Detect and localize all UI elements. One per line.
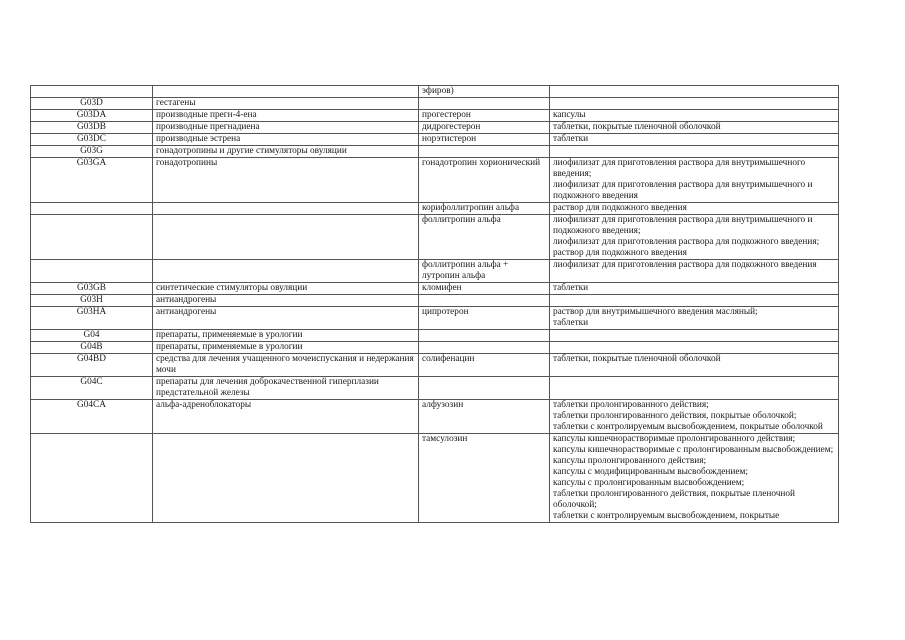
dosage-form-line: капсулы кишечнорастворимые пролонгированного действия; bbox=[553, 434, 796, 444]
dosage-form-cell bbox=[550, 146, 839, 158]
atc-code-cell bbox=[31, 434, 153, 523]
drug-name-cell: солифенацин bbox=[419, 354, 550, 377]
dosage-form-line: таблетки bbox=[553, 283, 589, 293]
dosage-form-line: капсулы пролонгированного действия; bbox=[553, 456, 707, 466]
atc-code-cell: G04 bbox=[31, 330, 153, 342]
atc-group-cell: производные эстрена bbox=[153, 134, 419, 146]
atc-code-cell bbox=[31, 260, 153, 283]
atc-code-cell: G03HA bbox=[31, 307, 153, 330]
dosage-form-line: таблетки с контролируемым высвобождением, покрытые оболочкой bbox=[553, 422, 823, 432]
table-body bbox=[31, 86, 839, 523]
atc-code-cell bbox=[31, 215, 153, 260]
dosage-form-line: лиофилизат для приготовления раствора для внутримышечного и подкожного введения bbox=[553, 180, 813, 201]
table-row bbox=[31, 98, 839, 110]
table-row bbox=[31, 295, 839, 307]
atc-group-cell bbox=[153, 434, 419, 523]
atc-group-cell bbox=[153, 215, 419, 260]
atc-code-cell: G03GA bbox=[31, 158, 153, 203]
dosage-form-cell bbox=[550, 158, 839, 203]
dosage-form-line: таблетки с контролируемым высвобождением, покрытые bbox=[553, 511, 780, 521]
dosage-form-cell bbox=[550, 122, 839, 134]
drug-name-cell bbox=[419, 98, 550, 110]
atc-code-cell: G04B bbox=[31, 342, 153, 354]
atc-group-cell bbox=[153, 86, 419, 98]
table-row bbox=[31, 260, 839, 283]
atc-code-cell bbox=[31, 203, 153, 215]
atc-code-cell: G03DA bbox=[31, 110, 153, 122]
drug-name-cell: норэтистерон bbox=[419, 134, 550, 146]
atc-code-cell: G03GB bbox=[31, 283, 153, 295]
atc-code-cell: G04C bbox=[31, 377, 153, 400]
dosage-form-cell bbox=[550, 377, 839, 400]
atc-group-cell: антиандрогены bbox=[153, 307, 419, 330]
atc-group-cell bbox=[153, 260, 419, 283]
table-row bbox=[31, 330, 839, 342]
table-row bbox=[31, 307, 839, 330]
atc-code-cell: G03H bbox=[31, 295, 153, 307]
table-row bbox=[31, 122, 839, 134]
drug-name-cell: корифоллитропин альфа bbox=[419, 203, 550, 215]
dosage-form-line: таблетки bbox=[553, 318, 589, 328]
table-row bbox=[31, 400, 839, 434]
dosage-form-line: таблетки пролонгированного действия; bbox=[553, 400, 709, 410]
dosage-form-line: лиофилизат для приготовления раствора для подкожного введения; bbox=[553, 237, 820, 247]
drug-name-cell: гонадотропин хорионический bbox=[419, 158, 550, 203]
dosage-form-line: лиофилизат для приготовления раствора для внутримышечного введения; bbox=[553, 158, 806, 179]
drug-name-cell bbox=[419, 330, 550, 342]
drug-name-cell: дидрогестерон bbox=[419, 122, 550, 134]
dosage-form-line: раствор для подкожного введения bbox=[553, 203, 687, 213]
atc-group-cell: производные прегн-4-ена bbox=[153, 110, 419, 122]
dosage-form-line: таблетки bbox=[553, 134, 589, 144]
atc-group-cell: альфа-адреноблокаторы bbox=[153, 400, 419, 434]
table-row bbox=[31, 134, 839, 146]
drug-classification-table bbox=[30, 85, 839, 523]
atc-group-cell: гонадотропины bbox=[153, 158, 419, 203]
atc-group-cell: препараты, применяемые в урологии bbox=[153, 330, 419, 342]
drug-name-cell: прогестерон bbox=[419, 110, 550, 122]
dosage-form-cell bbox=[550, 400, 839, 434]
dosage-form-cell bbox=[550, 260, 839, 283]
atc-group-cell bbox=[153, 203, 419, 215]
dosage-form-cell bbox=[550, 330, 839, 342]
dosage-form-line: таблетки пролонгированного действия, покрытые пленочной оболочкой; bbox=[553, 489, 795, 510]
dosage-form-cell bbox=[550, 215, 839, 260]
atc-code-cell: G04BD bbox=[31, 354, 153, 377]
drug-name-cell bbox=[419, 342, 550, 354]
atc-group-cell: препараты, применяемые в урологии bbox=[153, 342, 419, 354]
atc-group-cell: гонадотропины и другие стимуляторы овуляции bbox=[153, 146, 419, 158]
drug-name-cell: кломифен bbox=[419, 283, 550, 295]
atc-code-cell bbox=[31, 86, 153, 98]
drug-name-cell: фоллитропин альфа + лутропин альфа bbox=[419, 260, 550, 283]
atc-code-cell: G04CA bbox=[31, 400, 153, 434]
table-row bbox=[31, 146, 839, 158]
drug-name-cell: ципротерон bbox=[419, 307, 550, 330]
table-row bbox=[31, 354, 839, 377]
dosage-form-cell bbox=[550, 434, 839, 523]
dosage-form-cell bbox=[550, 295, 839, 307]
atc-code-cell: G03DB bbox=[31, 122, 153, 134]
drug-name-cell bbox=[419, 295, 550, 307]
drug-name-cell: фоллитропин альфа bbox=[419, 215, 550, 260]
dosage-form-line: таблетки, покрытые пленочной оболочкой bbox=[553, 354, 721, 364]
drug-name-cell: алфузозин bbox=[419, 400, 550, 434]
atc-group-cell: препараты для лечения доброкачественной гиперплазии предстательной железы bbox=[153, 377, 419, 400]
atc-code-cell: G03DC bbox=[31, 134, 153, 146]
atc-group-cell: синтетические стимуляторы овуляции bbox=[153, 283, 419, 295]
atc-group-cell: производные прегнадиена bbox=[153, 122, 419, 134]
dosage-form-line: таблетки пролонгированного действия, покрытые оболочкой; bbox=[553, 411, 797, 421]
dosage-form-cell bbox=[550, 283, 839, 295]
dosage-form-cell bbox=[550, 307, 839, 330]
dosage-form-line: капсулы с модифицированным высвобождением; bbox=[553, 467, 748, 477]
table-row bbox=[31, 86, 839, 98]
atc-code-cell: G03G bbox=[31, 146, 153, 158]
atc-group-cell: средства для лечения учащенного мочеиспускания и недержания мочи bbox=[153, 354, 419, 377]
dosage-form-cell bbox=[550, 110, 839, 122]
dosage-form-cell bbox=[550, 86, 839, 98]
table-row bbox=[31, 215, 839, 260]
table-row bbox=[31, 434, 839, 523]
dosage-form-cell bbox=[550, 342, 839, 354]
drug-name-cell: тамсулозин bbox=[419, 434, 550, 523]
dosage-form-line: раствор для внутримышечного введения масляный; bbox=[553, 307, 758, 317]
table-row bbox=[31, 342, 839, 354]
table-row bbox=[31, 377, 839, 400]
atc-group-cell: антиандрогены bbox=[153, 295, 419, 307]
table-row bbox=[31, 110, 839, 122]
table-row bbox=[31, 158, 839, 203]
dosage-form-cell bbox=[550, 203, 839, 215]
atc-code-cell: G03D bbox=[31, 98, 153, 110]
dosage-form-cell bbox=[550, 98, 839, 110]
drug-name-cell: эфиров) bbox=[419, 86, 550, 98]
dosage-form-cell bbox=[550, 354, 839, 377]
dosage-form-line: капсулы bbox=[553, 110, 586, 120]
dosage-form-line: раствор для подкожного введения bbox=[553, 248, 687, 258]
dosage-form-line: капсулы с пролонгированным высвобождением; bbox=[553, 478, 745, 488]
dosage-form-line: лиофилизат для приготовления раствора для внутримышечного и подкожного введения; bbox=[553, 215, 813, 236]
drug-name-cell bbox=[419, 146, 550, 158]
table-row bbox=[31, 283, 839, 295]
dosage-form-line: капсулы кишечнорастворимые с пролонгированным высвобождением; bbox=[553, 445, 834, 455]
table-row bbox=[31, 203, 839, 215]
dosage-form-cell bbox=[550, 134, 839, 146]
drug-name-cell bbox=[419, 377, 550, 400]
atc-group-cell: гестагены bbox=[153, 98, 419, 110]
dosage-form-line: лиофилизат для приготовления раствора для подкожного введения bbox=[553, 260, 817, 270]
dosage-form-line: таблетки, покрытые пленочной оболочкой bbox=[553, 122, 721, 132]
